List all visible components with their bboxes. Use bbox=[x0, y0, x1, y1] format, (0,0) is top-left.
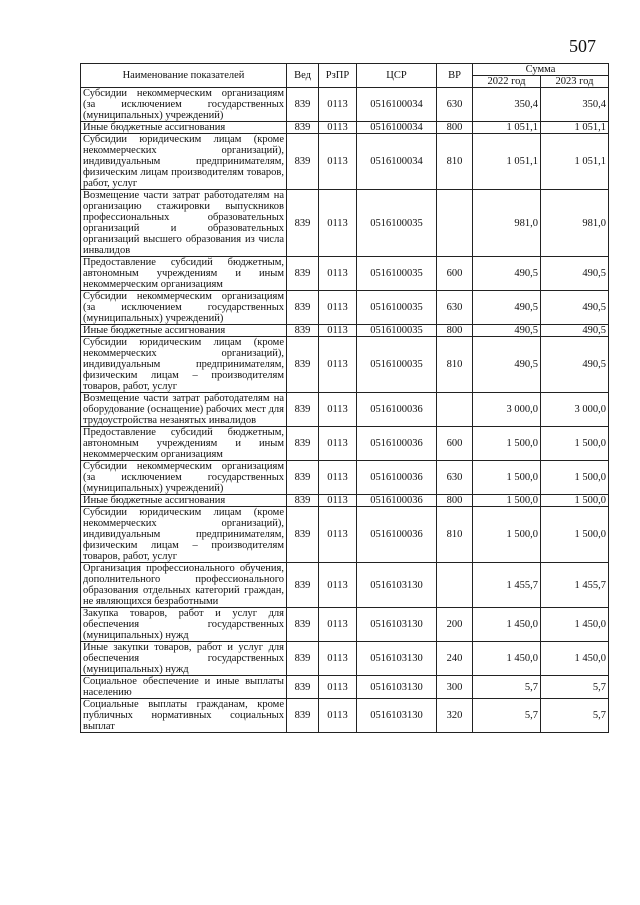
row-vr: 300 bbox=[437, 676, 473, 699]
row-rzpr: 0113 bbox=[319, 427, 357, 461]
header-rzpr: РзПР bbox=[319, 64, 357, 88]
row-amount-2022: 490,5 bbox=[473, 291, 541, 325]
row-vr: 800 bbox=[437, 122, 473, 134]
row-rzpr: 0113 bbox=[319, 495, 357, 507]
row-name: Иные закупки товаров, работ и услуг для обеспечения государственных (муниципальных) нужд bbox=[81, 642, 287, 676]
row-amount-2022: 1 051,1 bbox=[473, 134, 541, 190]
table-row bbox=[81, 608, 609, 642]
row-amount-2023: 5,7 bbox=[541, 676, 609, 699]
row-name: Субсидии юридическим лицам (кроме некоммерческих организаций), индивидуальным предпринимателям, физическим лицам производителям товаров, работ, услуг bbox=[81, 134, 287, 190]
row-csr: 0516103130 bbox=[357, 642, 437, 676]
row-amount-2023: 350,4 bbox=[541, 88, 609, 122]
row-amount-2022: 1 450,0 bbox=[473, 608, 541, 642]
page-number: 507 bbox=[569, 36, 596, 56]
row-amount-2022: 1 455,7 bbox=[473, 563, 541, 608]
row-rzpr: 0113 bbox=[319, 337, 357, 393]
row-amount-2023: 490,5 bbox=[541, 337, 609, 393]
table-row bbox=[81, 337, 609, 393]
row-amount-2023: 1 450,0 bbox=[541, 608, 609, 642]
row-name: Субсидии некоммерческим организациям (за исключением государственных (муниципальных) учреждений) bbox=[81, 291, 287, 325]
table-row bbox=[81, 495, 609, 507]
row-name: Организация профессионального обучения, дополнительного профессионального образования отдельных категорий граждан, не являющихся безработными bbox=[81, 563, 287, 608]
row-csr: 0516100035 bbox=[357, 291, 437, 325]
row-amount-2023: 1 051,1 bbox=[541, 134, 609, 190]
row-ved: 839 bbox=[287, 495, 319, 507]
row-amount-2023: 1 051,1 bbox=[541, 122, 609, 134]
row-rzpr: 0113 bbox=[319, 642, 357, 676]
row-rzpr: 0113 bbox=[319, 88, 357, 122]
row-name: Субсидии некоммерческим организациям (за исключением государственных (муниципальных) учреждений) bbox=[81, 461, 287, 495]
row-amount-2022: 1 500,0 bbox=[473, 507, 541, 563]
row-amount-2023: 490,5 bbox=[541, 257, 609, 291]
row-vr bbox=[437, 190, 473, 257]
header-year-2022: 2022 год bbox=[473, 76, 541, 88]
row-vr: 810 bbox=[437, 507, 473, 563]
row-name: Субсидии юридическим лицам (кроме некоммерческих организаций), индивидуальным предпринимателям, физическим лицам – производителям товаров, работ, услуг bbox=[81, 507, 287, 563]
table-row bbox=[81, 88, 609, 122]
row-rzpr: 0113 bbox=[319, 325, 357, 337]
row-amount-2023: 1 500,0 bbox=[541, 507, 609, 563]
row-amount-2023: 981,0 bbox=[541, 190, 609, 257]
row-ved: 839 bbox=[287, 291, 319, 325]
row-rzpr: 0113 bbox=[319, 699, 357, 733]
row-amount-2023: 490,5 bbox=[541, 291, 609, 325]
row-vr: 200 bbox=[437, 608, 473, 642]
row-amount-2022: 1 450,0 bbox=[473, 642, 541, 676]
row-amount-2022: 1 500,0 bbox=[473, 427, 541, 461]
row-amount-2022: 5,7 bbox=[473, 676, 541, 699]
row-amount-2023: 1 500,0 bbox=[541, 495, 609, 507]
row-rzpr: 0113 bbox=[319, 461, 357, 495]
header-vr: ВР bbox=[437, 64, 473, 88]
table-row bbox=[81, 134, 609, 190]
row-amount-2023: 3 000,0 bbox=[541, 393, 609, 427]
row-ved: 839 bbox=[287, 461, 319, 495]
row-csr: 0516100034 bbox=[357, 134, 437, 190]
row-amount-2022: 350,4 bbox=[473, 88, 541, 122]
row-csr: 0516100035 bbox=[357, 190, 437, 257]
row-name: Закупка товаров, работ и услуг для обеспечения государственных (муниципальных) нужд bbox=[81, 608, 287, 642]
table-row bbox=[81, 291, 609, 325]
row-amount-2022: 490,5 bbox=[473, 257, 541, 291]
table-row bbox=[81, 461, 609, 495]
row-amount-2023: 490,5 bbox=[541, 325, 609, 337]
row-name: Иные бюджетные ассигнования bbox=[81, 325, 287, 337]
row-amount-2023: 1 450,0 bbox=[541, 642, 609, 676]
row-ved: 839 bbox=[287, 190, 319, 257]
table-row bbox=[81, 676, 609, 699]
row-rzpr: 0113 bbox=[319, 608, 357, 642]
row-vr: 800 bbox=[437, 495, 473, 507]
header-year-2023: 2023 год bbox=[541, 76, 609, 88]
row-amount-2023: 5,7 bbox=[541, 699, 609, 733]
row-csr: 0516103130 bbox=[357, 699, 437, 733]
row-name: Возмещение части затрат работодателям на оборудование (оснащение) рабочих мест для трудоустройства незанятых инвалидов bbox=[81, 393, 287, 427]
row-ved: 839 bbox=[287, 88, 319, 122]
row-vr bbox=[437, 563, 473, 608]
row-csr: 0516100036 bbox=[357, 507, 437, 563]
row-csr: 0516103130 bbox=[357, 563, 437, 608]
row-amount-2022: 3 000,0 bbox=[473, 393, 541, 427]
row-vr: 600 bbox=[437, 257, 473, 291]
row-rzpr: 0113 bbox=[319, 563, 357, 608]
row-csr: 0516100035 bbox=[357, 337, 437, 393]
row-amount-2022: 5,7 bbox=[473, 699, 541, 733]
row-ved: 839 bbox=[287, 563, 319, 608]
table-row bbox=[81, 507, 609, 563]
row-name: Иные бюджетные ассигнования bbox=[81, 495, 287, 507]
row-vr: 630 bbox=[437, 88, 473, 122]
row-rzpr: 0113 bbox=[319, 507, 357, 563]
row-vr: 810 bbox=[437, 337, 473, 393]
row-amount-2022: 981,0 bbox=[473, 190, 541, 257]
header-name: Наименование показателей bbox=[81, 64, 287, 88]
table-row bbox=[81, 699, 609, 733]
row-ved: 839 bbox=[287, 257, 319, 291]
row-vr: 600 bbox=[437, 427, 473, 461]
header-sum: Сумма bbox=[473, 64, 609, 76]
row-ved: 839 bbox=[287, 325, 319, 337]
row-rzpr: 0113 bbox=[319, 257, 357, 291]
table-row bbox=[81, 122, 609, 134]
row-rzpr: 0113 bbox=[319, 676, 357, 699]
table-row bbox=[81, 190, 609, 257]
row-name: Субсидии некоммерческим организациям (за исключением государственных (муниципальных) учреждений) bbox=[81, 88, 287, 122]
row-rzpr: 0113 bbox=[319, 122, 357, 134]
row-ved: 839 bbox=[287, 507, 319, 563]
row-csr: 0516100036 bbox=[357, 393, 437, 427]
row-amount-2023: 1 500,0 bbox=[541, 427, 609, 461]
row-name: Предоставление субсидий бюджетным, автономным учреждениям и иным некоммерческим организациям bbox=[81, 427, 287, 461]
row-csr: 0516100035 bbox=[357, 257, 437, 291]
row-amount-2023: 1 500,0 bbox=[541, 461, 609, 495]
row-name: Предоставление субсидий бюджетным, автономным учреждениям и иным некоммерческим организациям bbox=[81, 257, 287, 291]
row-csr: 0516103130 bbox=[357, 608, 437, 642]
table-row bbox=[81, 393, 609, 427]
table-row bbox=[81, 563, 609, 608]
row-rzpr: 0113 bbox=[319, 291, 357, 325]
table-row bbox=[81, 325, 609, 337]
row-rzpr: 0113 bbox=[319, 190, 357, 257]
header-ved: Вед bbox=[287, 64, 319, 88]
row-ved: 839 bbox=[287, 608, 319, 642]
row-csr: 0516100034 bbox=[357, 88, 437, 122]
row-name: Социальное обеспечение и иные выплаты населению bbox=[81, 676, 287, 699]
row-ved: 839 bbox=[287, 642, 319, 676]
row-vr: 630 bbox=[437, 461, 473, 495]
row-vr: 320 bbox=[437, 699, 473, 733]
row-csr: 0516100036 bbox=[357, 495, 437, 507]
row-rzpr: 0113 bbox=[319, 134, 357, 190]
table-row bbox=[81, 427, 609, 461]
row-ved: 839 bbox=[287, 122, 319, 134]
row-csr: 0516100036 bbox=[357, 461, 437, 495]
row-vr: 810 bbox=[437, 134, 473, 190]
row-vr: 630 bbox=[437, 291, 473, 325]
table-row bbox=[81, 642, 609, 676]
row-ved: 839 bbox=[287, 427, 319, 461]
row-ved: 839 bbox=[287, 699, 319, 733]
row-name: Иные бюджетные ассигнования bbox=[81, 122, 287, 134]
budget-table bbox=[80, 63, 609, 733]
row-csr: 0516100034 bbox=[357, 122, 437, 134]
row-ved: 839 bbox=[287, 393, 319, 427]
row-ved: 839 bbox=[287, 676, 319, 699]
row-ved: 839 bbox=[287, 337, 319, 393]
row-vr: 240 bbox=[437, 642, 473, 676]
row-amount-2022: 1 500,0 bbox=[473, 495, 541, 507]
table-row bbox=[81, 257, 609, 291]
row-amount-2022: 1 500,0 bbox=[473, 461, 541, 495]
row-name: Возмещение части затрат работодателям на организацию стажировки выпускников профессиональных образовательных организаций и образовательных организаций высшего образования из числа инвалидов bbox=[81, 190, 287, 257]
row-ved: 839 bbox=[287, 134, 319, 190]
row-rzpr: 0113 bbox=[319, 393, 357, 427]
row-csr: 0516100036 bbox=[357, 427, 437, 461]
row-amount-2022: 1 051,1 bbox=[473, 122, 541, 134]
row-name: Социальные выплаты гражданам, кроме публичных нормативных социальных выплат bbox=[81, 699, 287, 733]
row-amount-2023: 1 455,7 bbox=[541, 563, 609, 608]
row-amount-2022: 490,5 bbox=[473, 337, 541, 393]
row-csr: 0516100035 bbox=[357, 325, 437, 337]
row-amount-2022: 490,5 bbox=[473, 325, 541, 337]
row-vr: 800 bbox=[437, 325, 473, 337]
row-csr: 0516103130 bbox=[357, 676, 437, 699]
header-csr: ЦСР bbox=[357, 64, 437, 88]
row-name: Субсидии юридическим лицам (кроме некоммерческих организаций), индивидуальным предпринимателям, физическим лицам – производителям товаров, работ, услуг bbox=[81, 337, 287, 393]
row-vr bbox=[437, 393, 473, 427]
